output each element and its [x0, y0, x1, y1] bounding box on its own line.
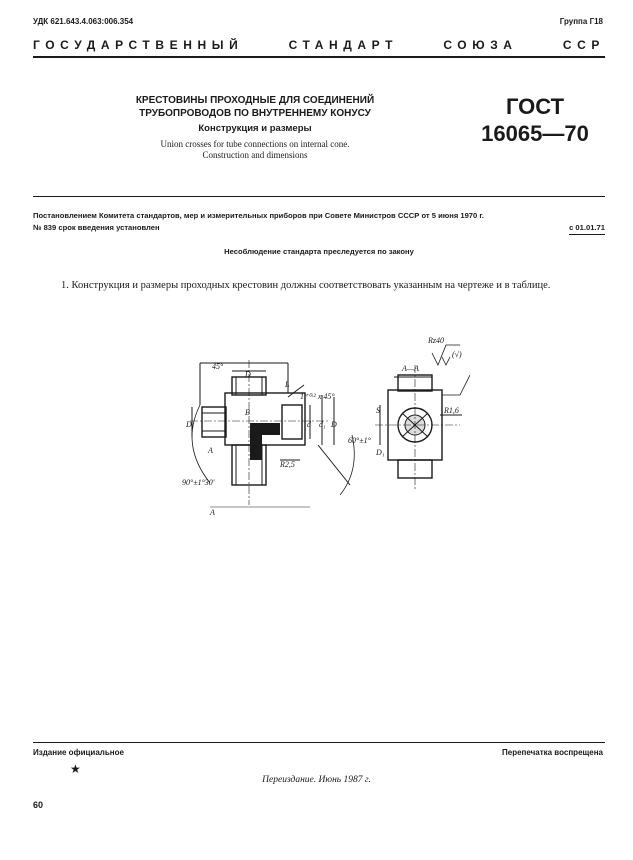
label-L: L	[285, 380, 290, 389]
label-d1: d₁	[319, 420, 326, 429]
state-word-4: ССР	[562, 38, 605, 52]
decree-line-1: Постановлением Комитета стандартов, мер и измерительных приборов при Совете Министров СССР от 5 июня 1970 г.	[33, 211, 484, 220]
label-chamfer-note: 1⁺⁰·² x 45°	[300, 392, 335, 401]
label-R25: R2,5	[280, 460, 295, 469]
technical-drawing	[170, 335, 470, 520]
title-rule	[33, 196, 605, 197]
label-roughness: Rz40	[428, 336, 444, 345]
label-d: d	[307, 420, 311, 429]
document-subtitle-ru: Конструкция и размеры	[198, 123, 312, 134]
document-title-ru	[90, 94, 420, 120]
state-word-2: СТАНДАРТ	[288, 38, 399, 52]
page-number: 60	[33, 800, 44, 810]
gost-number: 16065—70	[481, 121, 589, 146]
official-edition: Издание официальное	[33, 748, 124, 757]
label-chamfer-45: 45°	[212, 362, 224, 371]
body-paragraph: 1. Конструкция и размеры проходных крестовин должны соответствовать указанным на чертеже и в таблице.	[61, 280, 551, 291]
reissue-date: Переиздание. Июнь 1987 г.	[262, 775, 371, 785]
state-standard-banner	[33, 38, 605, 52]
label-R16: R1,6	[444, 406, 459, 415]
legal-notice: Несоблюдение стандарта преследуется по закону	[224, 247, 414, 256]
label-D-left: D	[186, 420, 192, 429]
gost-label: ГОСТ	[505, 94, 565, 119]
label-B: В	[245, 408, 250, 417]
group-code: Группа Г18	[559, 17, 603, 26]
gost-block	[470, 94, 600, 148]
label-A-top: А	[210, 508, 215, 517]
state-word-1: ГОСУДАРСТВЕННЫЙ	[33, 38, 244, 52]
title-block	[90, 94, 420, 161]
title-ru-line-1: КРЕСТОВИНЫ ПРОХОДНЫЕ ДЛЯ СОЕДИНЕНИЙ	[135, 95, 375, 106]
label-roughness-extra: (√)	[452, 350, 462, 359]
decree-text	[33, 210, 605, 235]
label-A-left: А	[208, 446, 213, 455]
label-D1: D₁	[376, 448, 385, 457]
title-ru-line-2: ТРУБОПРОВОДОВ ПО ВНУТРЕННЕМУ КОНУСУ	[139, 108, 371, 119]
title-en-line-1: Union crosses for tube connections on internal cone.	[160, 139, 350, 149]
udc-code: УДК 621.643.4.063:006.354	[33, 17, 134, 26]
document-title-en	[90, 139, 420, 161]
label-D-right: D	[331, 420, 337, 429]
label-S: S	[376, 406, 380, 415]
star-icon: ★	[70, 762, 81, 776]
title-en-line-2: Construction and dimensions	[202, 150, 308, 160]
state-word-3: СОЮЗА	[443, 38, 518, 52]
effective-date: с 01.01.71	[569, 222, 605, 235]
label-angle-right: 60°±1°	[348, 436, 371, 445]
reprint-notice: Перепечатка воспрещена	[502, 748, 603, 757]
label-section: А—А	[402, 364, 419, 373]
decree-line-2: № 839 срок введения установлен	[33, 223, 160, 232]
footer-rule	[33, 742, 605, 743]
label-angle-left: 90°±1°30'	[182, 478, 215, 487]
label-D-top: D	[245, 370, 251, 379]
banner-rule	[33, 56, 605, 58]
